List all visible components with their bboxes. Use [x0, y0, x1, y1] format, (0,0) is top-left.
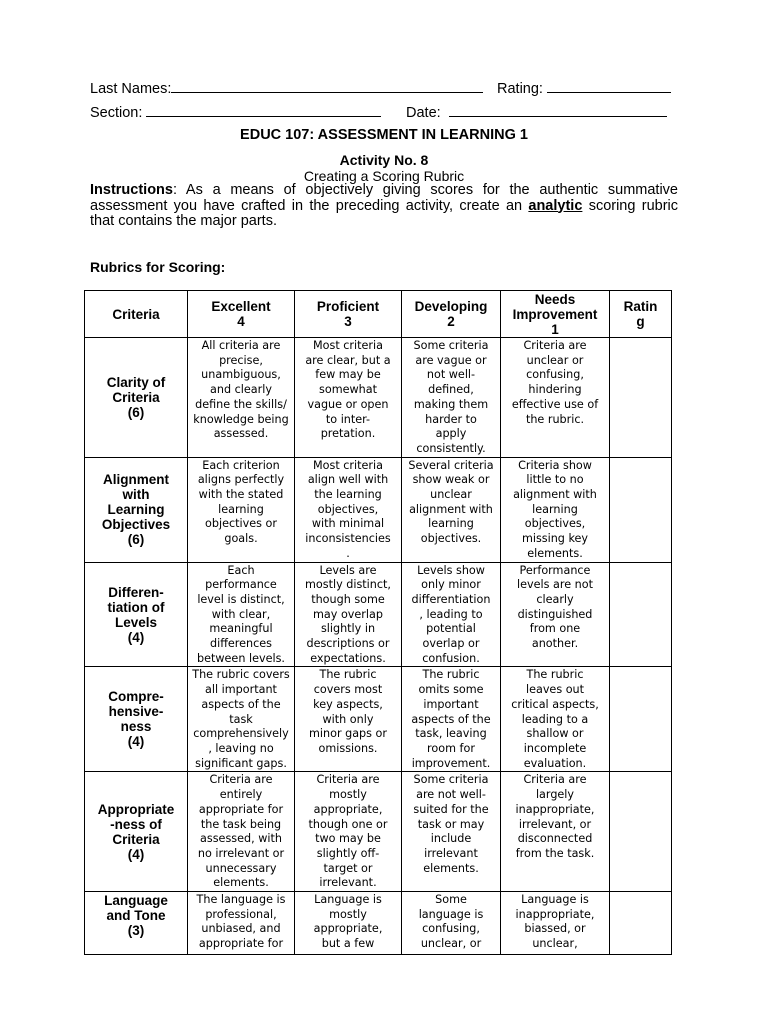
criterion-cell: Clarity of Criteria (6)	[85, 338, 188, 458]
date-line	[406, 102, 667, 121]
activity-subtitle: Creating a Scoring Rubric	[303, 168, 465, 184]
activity-title: Activity No. 8	[339, 152, 429, 168]
needs-improvement-cell: Criteria are unclear or confusing, hindering effective use of the rubric.	[501, 338, 610, 458]
needs-improvement-cell: Language is inappropriate, biassed, or unclear,	[501, 892, 610, 955]
rating-line	[497, 78, 671, 97]
table-row	[85, 892, 672, 955]
rating-cell	[610, 772, 672, 892]
last-names-label: Last Names:	[90, 81, 172, 97]
criterion-cell: Alignment with Learning Objectives (6)	[85, 457, 188, 562]
instructions-paragraph	[90, 183, 678, 230]
table-row	[85, 457, 672, 562]
rubrics-label: Rubrics for Scoring:	[90, 259, 226, 275]
excellent-cell: Each performance level is distinct, with clear, meaningful differences between levels.	[188, 562, 295, 667]
excellent-cell: The rubric covers all important aspects of the task comprehensively , leaving no significant gaps.	[188, 667, 295, 772]
rating-cell	[610, 338, 672, 458]
proficient-cell: Language is mostly appropriate, but a few	[295, 892, 402, 955]
rating-blank	[547, 78, 671, 93]
course-title: EDUC 107: ASSESSMENT IN LEARNING 1	[240, 127, 528, 143]
header-rating: Ratin g	[610, 291, 672, 338]
criterion-cell: Differen- tiation of Levels (4)	[85, 562, 188, 667]
rating-label: Rating:	[497, 81, 543, 97]
excellent-cell: The language is professional, unbiased, and appropriate for	[188, 892, 295, 955]
proficient-cell: Criteria are mostly appropriate, though one or two may be slightly off- target or irrelevant.	[295, 772, 402, 892]
excellent-cell: All criteria are precise, unambiguous, and clearly define the skills/ knowledge being assessed.	[188, 338, 295, 458]
criterion-cell: Compre- hensive- ness (4)	[85, 667, 188, 772]
instructions-label: Instructions	[90, 182, 173, 198]
last-names-line	[90, 78, 483, 97]
header-needs-improvement: Needs Improvement 1	[501, 291, 610, 338]
section-label: Section:	[90, 105, 143, 121]
table-header-row	[85, 291, 672, 338]
date-blank	[449, 102, 667, 117]
developing-cell: Some criteria are not well- suited for the task or may include irrelevant elements.	[402, 772, 501, 892]
excellent-cell: Each criterion aligns perfectly with the stated learning objectives or goals.	[188, 457, 295, 562]
developing-cell: Levels show only minor differentiation , leading to potential overlap or confusion.	[402, 562, 501, 667]
table-row	[85, 562, 672, 667]
header-proficient: Proficient 3	[295, 291, 402, 338]
developing-cell: The rubric omits some important aspects of the task, leaving room for improvement.	[402, 667, 501, 772]
proficient-cell: Levels are mostly distinct, though some may overlap slightly in descriptions or expectations.	[295, 562, 402, 667]
proficient-cell: Most criteria are clear, but a few may be somewhat vague or open to inter- pretation.	[295, 338, 402, 458]
section-line	[90, 102, 381, 121]
excellent-cell: Criteria are entirely appropriate for the task being assessed, with no irrelevant or unnecessary elements.	[188, 772, 295, 892]
rating-cell	[610, 562, 672, 667]
developing-cell: Some criteria are vague or not well- defined, making them harder to apply consistently.	[402, 338, 501, 458]
header-excellent: Excellent 4	[188, 291, 295, 338]
criterion-cell: Appropriate -ness of Criteria (4)	[85, 772, 188, 892]
rating-cell	[610, 457, 672, 562]
needs-improvement-cell: Performance levels are not clearly distinguished from one another.	[501, 562, 610, 667]
instructions-text-before: : As a means of objectively giving scores for the authentic summative assessment you have crafted in the preceding activity, create an	[90, 182, 678, 214]
header-developing: Developing 2	[402, 291, 501, 338]
needs-improvement-cell: Criteria show little to no alignment with learning objectives, missing key elements.	[501, 457, 610, 562]
criterion-cell: Language and Tone (3)	[85, 892, 188, 955]
needs-improvement-cell: The rubric leaves out critical aspects, leading to a shallow or incomplete evaluation.	[501, 667, 610, 772]
table-row	[85, 772, 672, 892]
table-row	[85, 667, 672, 772]
last-names-blank	[171, 78, 483, 93]
needs-improvement-cell: Criteria are largely inappropriate, irrelevant, or disconnected from the task.	[501, 772, 610, 892]
rating-cell	[610, 667, 672, 772]
instructions-text-after: scoring rubric that contains the major parts.	[90, 197, 678, 229]
rubric-table	[84, 290, 672, 955]
developing-cell: Some language is confusing, unclear, or	[402, 892, 501, 955]
instructions-emphasis: analytic	[528, 197, 583, 214]
date-label: Date:	[406, 105, 441, 121]
proficient-cell: The rubric covers most key aspects, with only minor gaps or omissions.	[295, 667, 402, 772]
rating-cell	[610, 892, 672, 955]
developing-cell: Several criteria show weak or unclear alignment with learning objectives.	[402, 457, 501, 562]
table-row	[85, 338, 672, 458]
proficient-cell: Most criteria align well with the learning objectives, with minimal inconsistencies .	[295, 457, 402, 562]
section-blank	[146, 102, 381, 117]
header-criteria: Criteria	[85, 291, 188, 338]
